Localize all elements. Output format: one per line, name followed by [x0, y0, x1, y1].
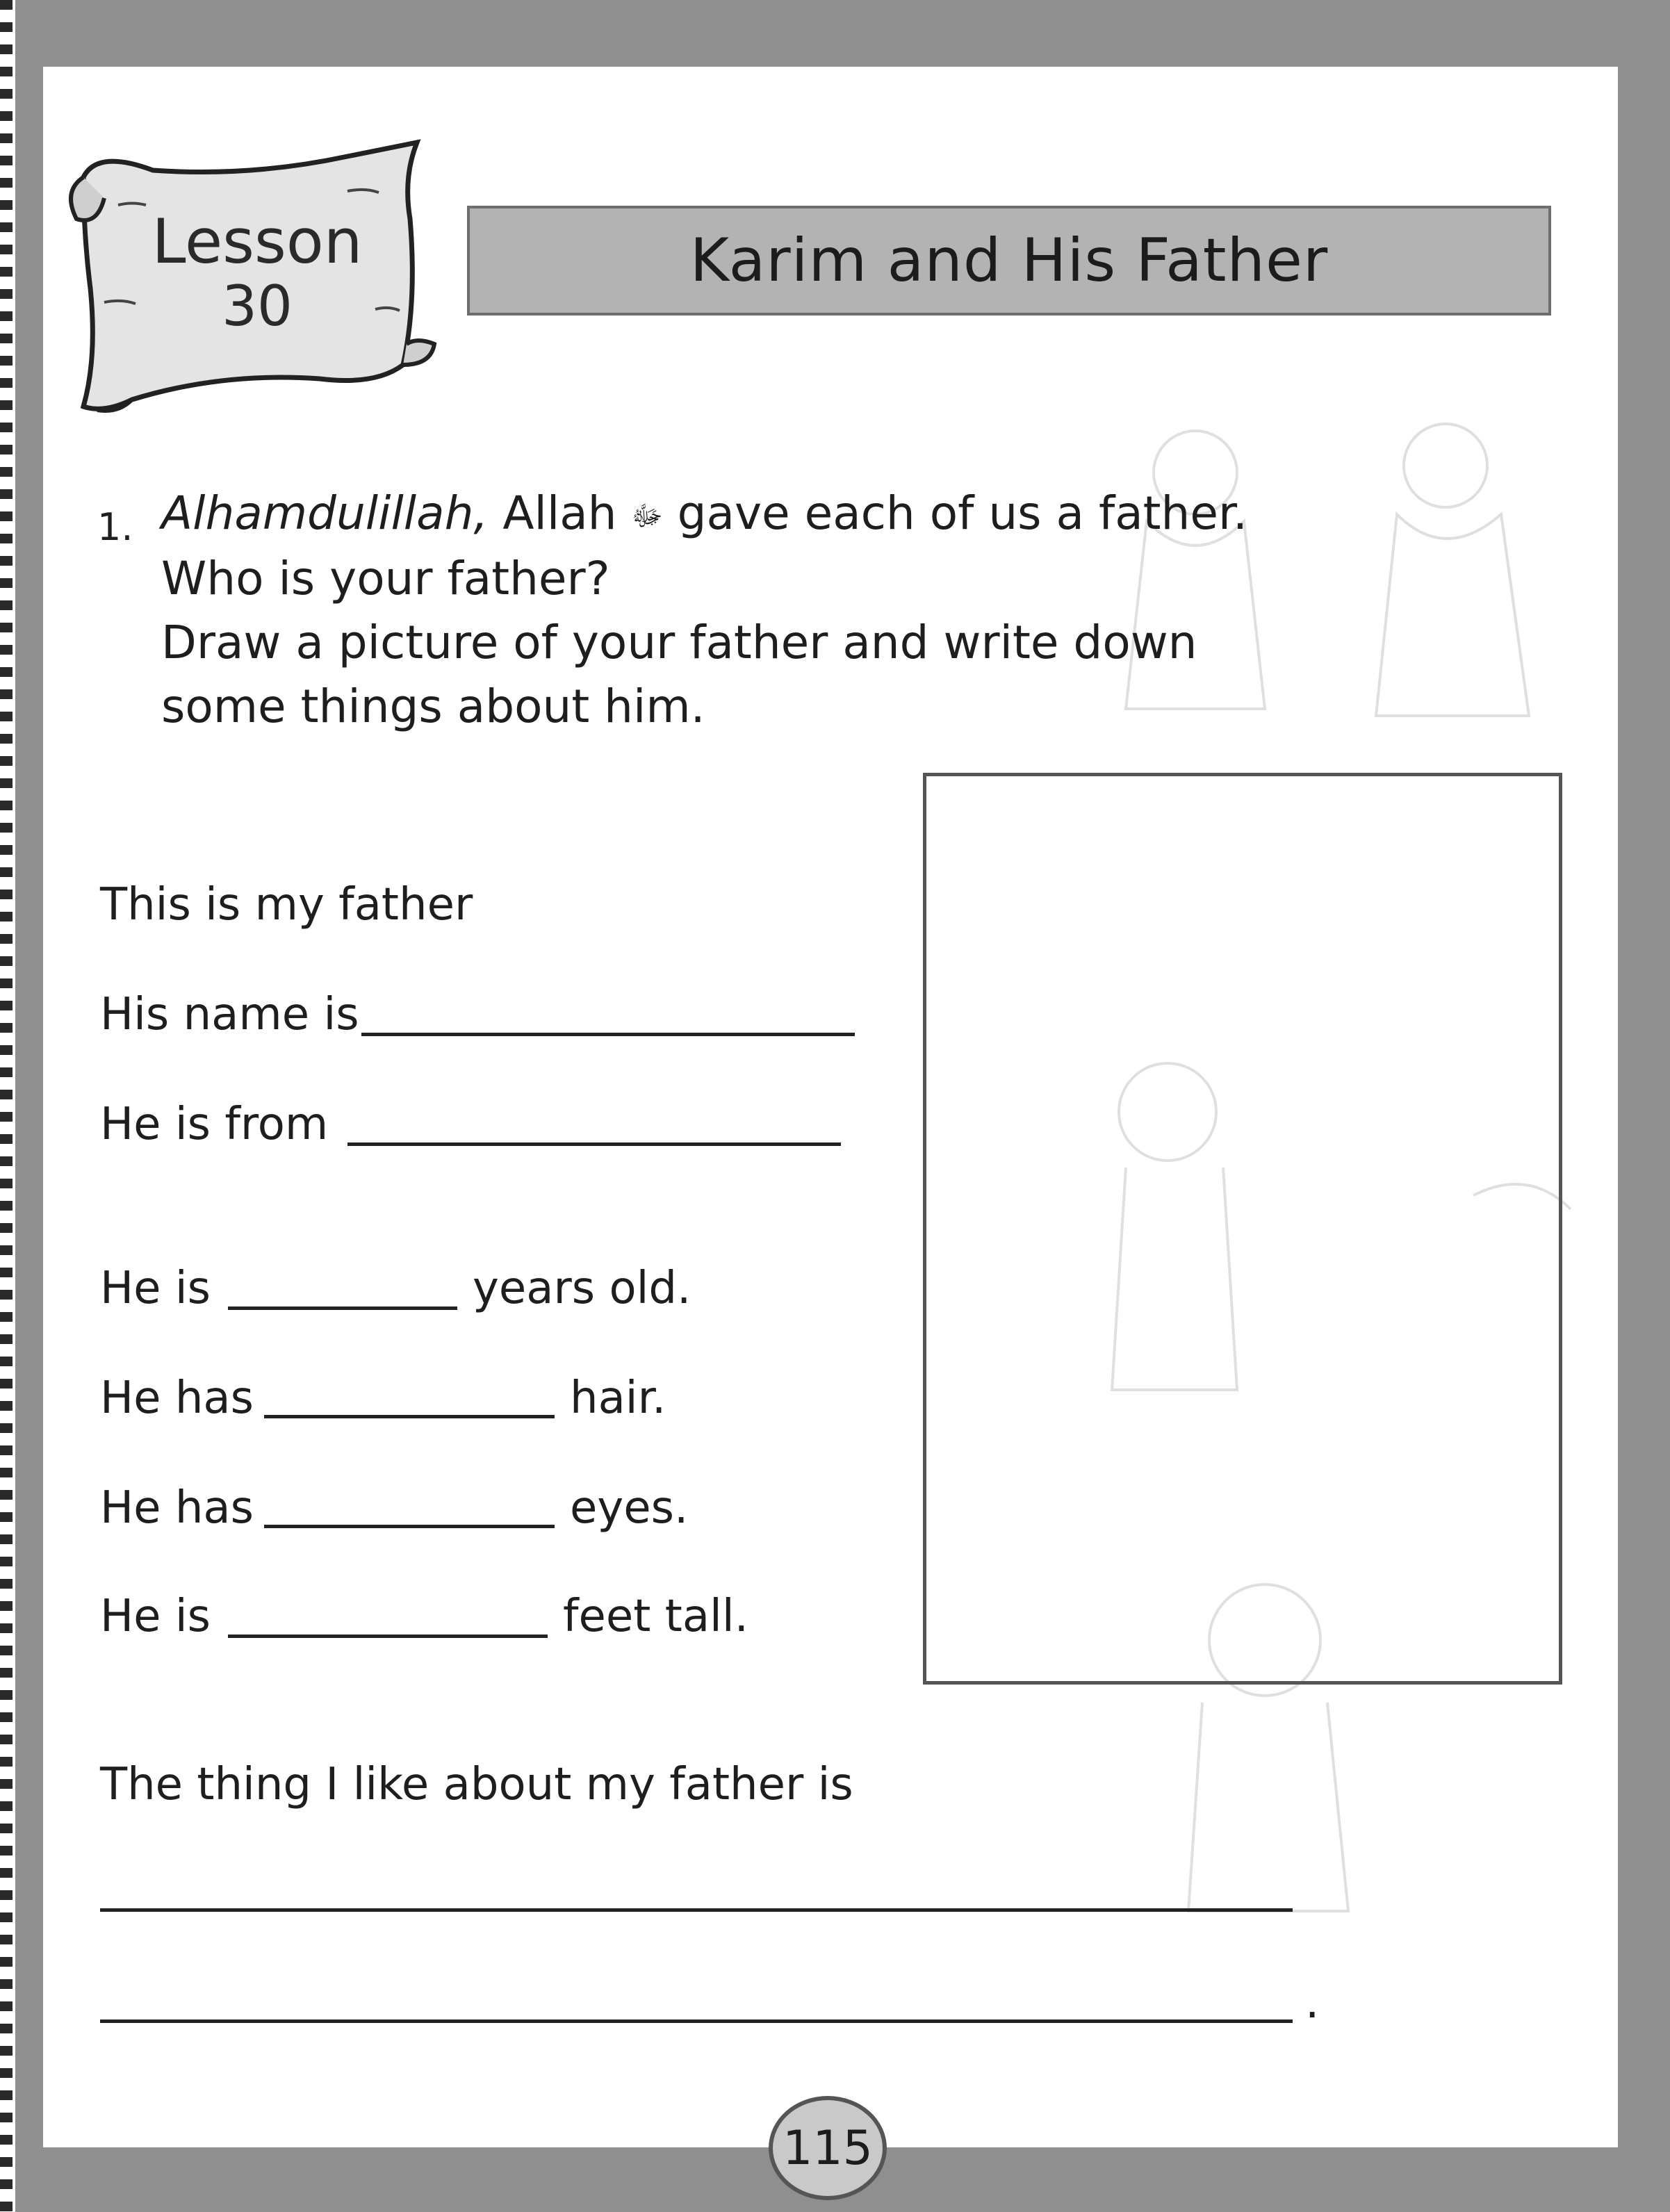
age-blank[interactable]	[228, 1306, 457, 1310]
eyes-prefix: He has	[100, 1482, 254, 1534]
lesson-label: Lesson	[152, 206, 363, 277]
question-line-2: Who is your father?	[161, 552, 610, 605]
age-prefix: He is	[100, 1263, 211, 1314]
hair-blank[interactable]	[264, 1415, 555, 1418]
page-title: Karim and His Father	[689, 226, 1329, 295]
question-line-3: Draw a picture of your father and write down	[161, 616, 1197, 669]
question-line-1	[161, 481, 1247, 549]
like-end-mark: .	[1305, 1977, 1320, 2029]
hair-suffix: hair.	[570, 1373, 666, 1424]
allah-text: Allah	[502, 486, 617, 540]
name-label: His name is	[100, 989, 359, 1040]
height-blank[interactable]	[228, 1635, 548, 1638]
alhamdulillah-text: Alhamdulillah,	[161, 486, 489, 540]
name-blank[interactable]	[361, 1033, 855, 1036]
like-answer-line-1[interactable]	[100, 1908, 1293, 1912]
eyes-suffix: eyes.	[570, 1482, 689, 1534]
age-suffix: years old.	[473, 1263, 691, 1314]
honorific-glyph: ﷻ	[631, 500, 663, 532]
intro-text: This is my father	[100, 879, 473, 931]
like-prompt: The thing I like about my father is	[100, 1759, 853, 1810]
title-bar	[467, 206, 1551, 316]
question-line-4: some things about him.	[161, 680, 705, 733]
eyes-blank[interactable]	[264, 1525, 555, 1528]
height-prefix: He is	[100, 1591, 211, 1642]
height-suffix: feet tall.	[563, 1591, 748, 1642]
page-number-badge	[769, 2096, 887, 2200]
question-number: 1.	[97, 505, 133, 549]
like-answer-line-2[interactable]	[100, 2020, 1293, 2023]
hair-prefix: He has	[100, 1373, 254, 1424]
from-label: He is from	[100, 1099, 329, 1150]
from-blank[interactable]	[347, 1142, 841, 1146]
lesson-number: 30	[222, 274, 293, 338]
spiral-binding	[0, 0, 13, 2212]
page-number: 115	[783, 2120, 873, 2176]
drawing-area[interactable]	[923, 773, 1562, 1685]
question-line-1-end: gave each of us a father.	[677, 486, 1248, 540]
